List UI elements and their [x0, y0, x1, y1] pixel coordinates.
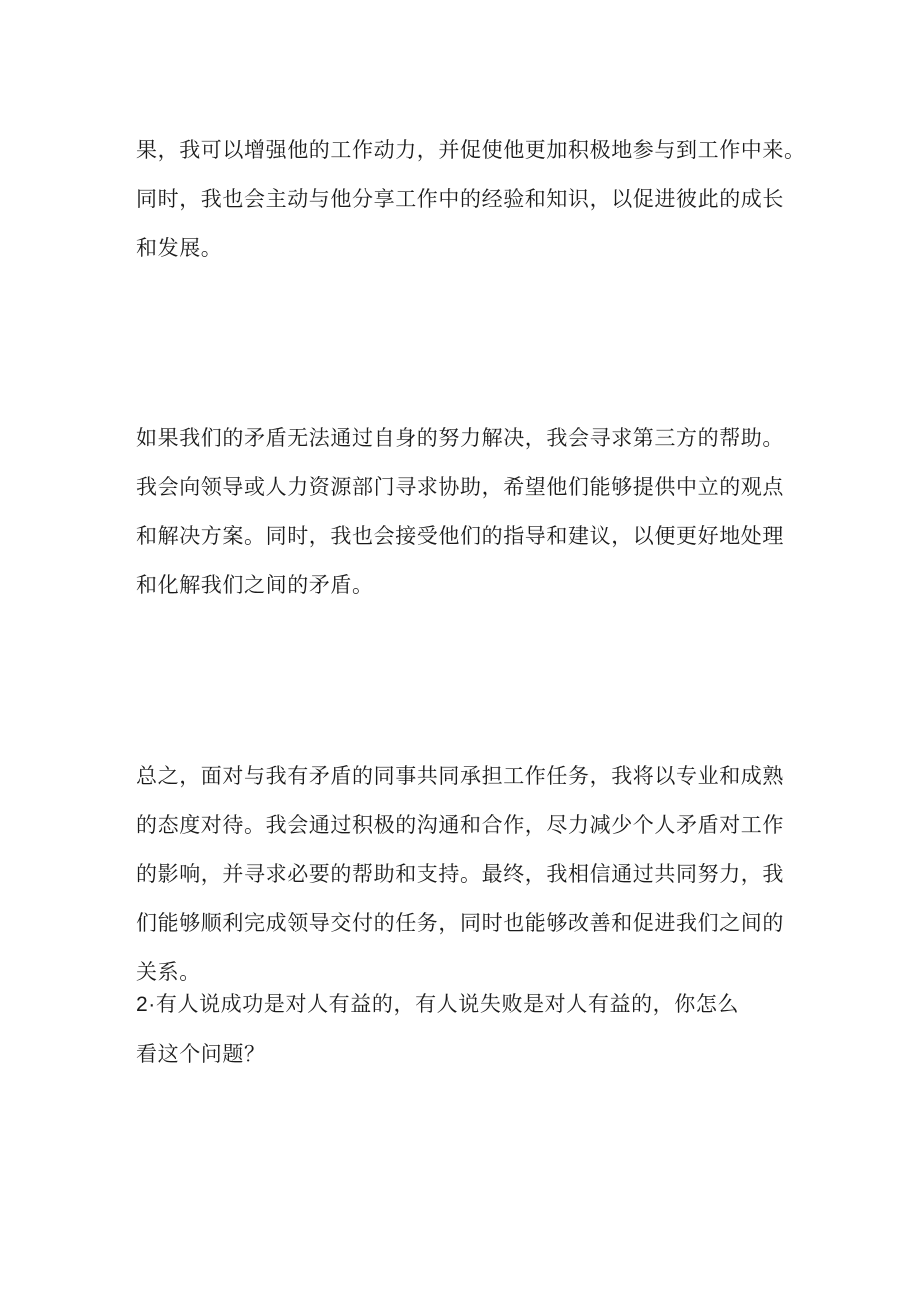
question-2-line-2: 看这个问题？: [136, 1042, 266, 1066]
paragraph-2-line-4: 和化解我们之间的矛盾。: [136, 573, 374, 597]
paragraph-1-line-2: 同时，我也会主动与他分享工作中的经验和知识，以促进彼此的成长: [136, 187, 784, 211]
paragraph-3-line-5: 关系。: [136, 960, 201, 984]
paragraph-3-line-3: 的影响，并寻求必要的帮助和支持。最终，我相信通过共同努力，我: [136, 862, 784, 886]
question-2-line-1: [136, 990, 739, 1019]
paragraph-1-line-1: 果，我可以增强他的工作动力，并促使他更加积极地参与到工作中来。: [136, 138, 806, 162]
paragraph-1-line-3: 和发展。: [136, 236, 223, 260]
paragraph-2-line-3: 和解决方案。同时，我也会接受他们的指导和建议，以便更好地处理: [136, 524, 784, 548]
paragraph-2-line-1: 如果我们的矛盾无法通过自身的努力解决，我会寻求第三方的帮助。: [136, 426, 784, 450]
paragraph-3-line-4: 们能够顺利完成领导交付的任务，同时也能够改善和促进我们之间的: [136, 911, 784, 935]
question-2-text: 有人说成功是对人有益的，有人说失败是对人有益的，你怎么: [155, 992, 740, 1016]
question-number: 2·: [136, 993, 156, 1016]
paragraph-3-line-2: 的态度对待。我会通过积极的沟通和合作，尽力减少个人矛盾对工作: [136, 813, 784, 837]
paragraph-2-line-2: 我会向领导或人力资源部门寻求协助，希望他们能够提供中立的观点: [136, 475, 784, 499]
paragraph-3-line-1: 总之，面对与我有矛盾的同事共同承担工作任务，我将以专业和成熟: [136, 764, 784, 788]
